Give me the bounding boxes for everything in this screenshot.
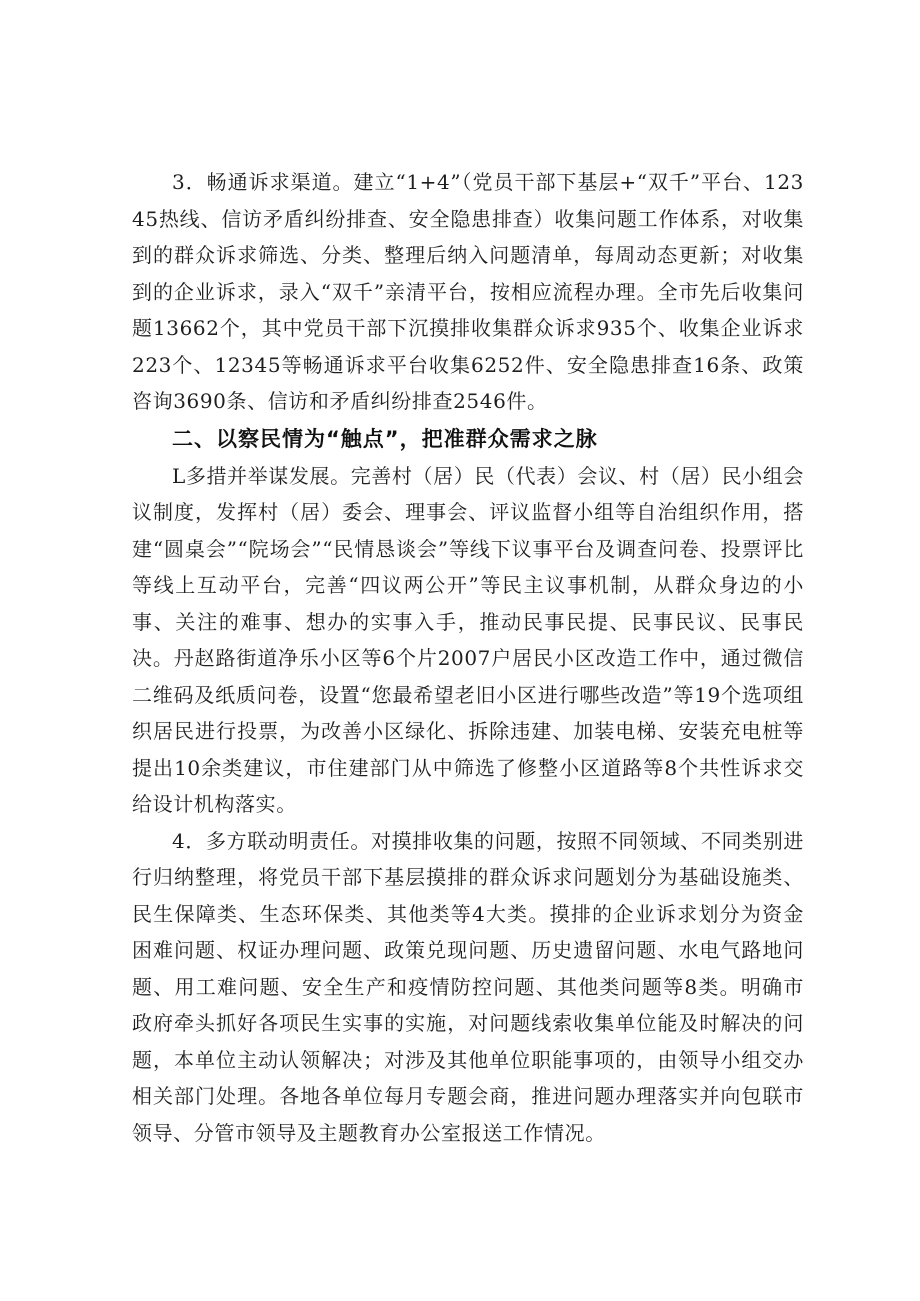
paragraph-channels: 3．畅通诉求渠道。建立“1+4”（党员干部下基层+“双千”平台、12345热线、信访矛盾纠纷排查、安全隐患排查）收集问题工作体系，对收集到的群众诉求筛选、分类、整理后纳入问题清单，每周动态更新；对收集到的企业诉求，录入“双千”亲清平台，按相应流程办理。全市先后收集问题13662个，其中党员干部下沉摸排收集群众诉求935个、收集企业诉求223个、12345等畅通诉求平台收集6252件、安全隐患排查16条、政策咨询3690条、信访和矛盾纠纷排查2546件。 [132, 170, 804, 413]
paragraph-responsibility: 4．多方联动明责任。对摸排收集的问题，按照不同领域、不同类别进行归纳整理，将党员干部下基层摸排的群众诉求问题划分为基础设施类、民生保障类、生态环保类、其他类等4大类。摸排的企业诉求划分为资金困难问题、权证办理问题、政策兑现问题、历史遗留问题、水电气路地问题、用工难问题、安全生产和疫情防控问题、其他类问题等8类。明确市政府牵头抓好各项民生实事的实施，对问题线索收集单位能及时解决的问题，本单位主动认领解决；对涉及其他单位职能事项的，由领导小组交办相关部门处理。各地各单位每月专题会商，推进问题办理落实并向包联市领导、分管市领导及主题教育办公室报送工作情况。 [132, 828, 804, 1145]
paragraph-development: L多措并举谋发展。完善村（居）民（代表）会议、村（居）民小组会议制度，发挥村（居）委会、理事会、评议监督小组等自治组织作用，搭建“圆桌会”“院场会”“民情恳谈会”等线下议事平台及调查问卷、投票评比等线上互动平台，完善“四议两公开”等民主议事机制，从群众身边的小事、关注的难事、想办的实事入手，推动民事民提、民事民议、民事民决。丹赵路街道净乐小区等6个片2007户居民小区改造工作中，通过微信二维码及纸质问卷，设置“您最希望老旧小区进行哪些改造”等19个选项组织居民进行投票，为改善小区绿化、拆除违建、加装电梯、安装充电桩等提出10余类建议，市住建部门从中筛选了修整小区道路等8个共性诉求交给设计机构落实。 [132, 463, 804, 816]
section-heading: 二、以察民情为“触点”，把准群众需求之脉 [172, 426, 598, 451]
document-body [132, 164, 804, 1151]
